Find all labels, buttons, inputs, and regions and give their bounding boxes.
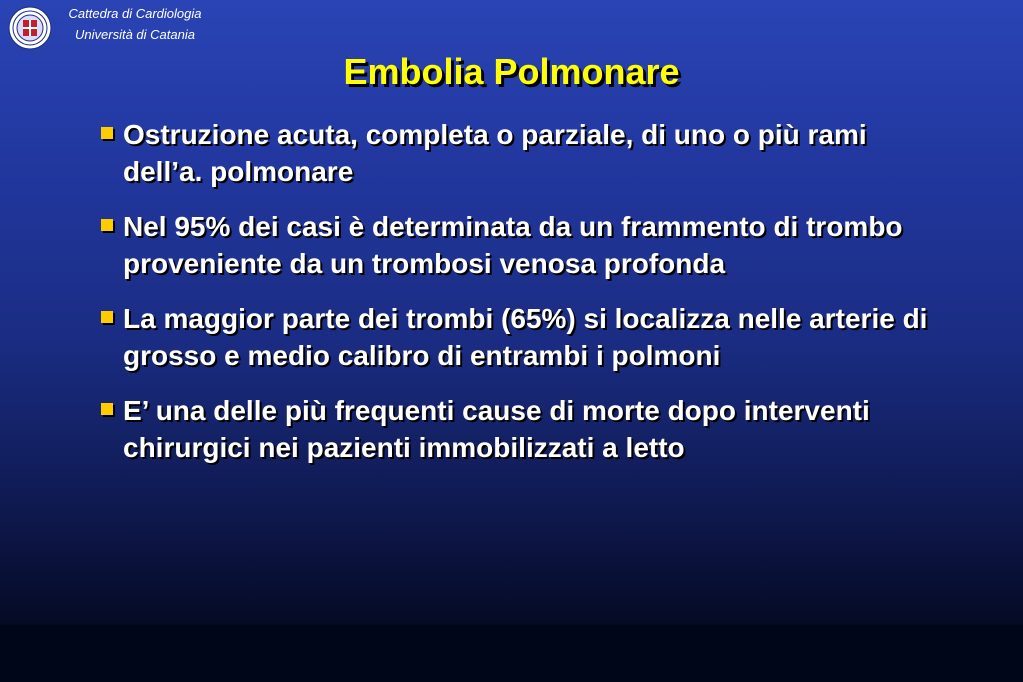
institution-line-1: Cattedra di Cardiologia [68,6,202,21]
bullet-text: La maggior parte dei trombi (65%) si localizza nelle arterie di grosso e medio calibro di entrambi i polmoni [123,303,928,371]
bullet-text: Nel 95% dei casi è determinata da un frammento di trombo proveniente da un trombosi venosa profonda [123,211,903,279]
bullet-item [98,116,948,190]
bullet-item [98,392,948,466]
bullet-square-icon [101,311,113,323]
bullet-list [98,116,948,484]
bullet-square-icon [101,127,113,139]
university-seal-icon [8,6,52,50]
bullet-text: Ostruzione acuta, completa o parziale, di uno o più rami dell’a. polmonare [123,119,867,187]
slide-title: Embolia Polmonare [343,51,680,92]
bullet-text: E’ una delle più frequenti cause di morte dopo interventi chirurgici nei pazienti immobilizzati a letto [123,395,870,463]
bullet-square-icon [101,403,113,415]
bullet-item [98,208,948,282]
bottom-band [0,625,1023,682]
institution-line-2: Università di Catania [75,27,195,42]
bullet-square-icon [101,219,113,231]
bullet-item [98,300,948,374]
